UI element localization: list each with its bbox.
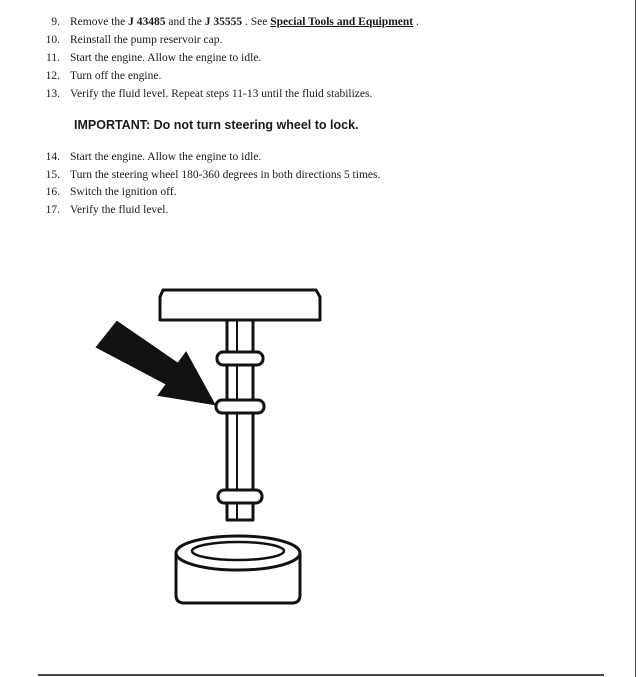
step-text: Reinstall the pump reservoir cap.	[70, 34, 223, 46]
step-text: Start the engine. Allow the engine to idle.	[70, 52, 262, 64]
step-text: Turn the steering wheel 180-360 degrees in both directions 5 times.	[70, 169, 381, 181]
arrow-icon	[97, 322, 214, 404]
step-number: 14.	[45, 151, 60, 163]
tool-number: J 35555	[204, 16, 243, 28]
step-number: 11.	[46, 52, 60, 64]
step-text	[70, 15, 419, 29]
step-text: Verify the fluid level. Repeat steps 11-13 until the fluid stabilizes.	[70, 88, 373, 100]
step-number: 15.	[45, 169, 60, 181]
dipstick-illustration	[90, 280, 330, 610]
dipstick-cap	[160, 290, 320, 320]
page-border-right	[635, 0, 636, 677]
page-border-bottom	[38, 674, 604, 676]
text-run: . See	[242, 16, 271, 28]
step-number: 16.	[45, 186, 60, 198]
step-text: Switch the ignition off.	[70, 186, 177, 198]
special-tools-link[interactable]: Special Tools and Equipment	[270, 16, 414, 28]
dipstick-ring-low	[218, 490, 262, 503]
step-number: 13.	[45, 88, 60, 100]
text-run: Remove the	[70, 16, 129, 28]
step-number: 10.	[45, 34, 60, 46]
step-text: Start the engine. Allow the engine to idle.	[70, 151, 262, 163]
step-text: Turn off the engine.	[70, 70, 162, 82]
text-run: and the	[165, 16, 205, 28]
dipstick-ring-full	[217, 352, 263, 365]
tool-number: J 43485	[128, 16, 166, 28]
step-text: Verify the fluid level.	[70, 204, 169, 216]
step-number: 12.	[45, 70, 60, 82]
reservoir-opening-inner	[192, 542, 284, 560]
step-number: 17.	[45, 204, 60, 216]
text-run: .	[413, 16, 419, 28]
step-number: 9.	[51, 16, 60, 28]
important-notice: IMPORTANT: Do not turn steering wheel to lock.	[74, 118, 359, 132]
dipstick-ring-mark	[216, 400, 264, 413]
